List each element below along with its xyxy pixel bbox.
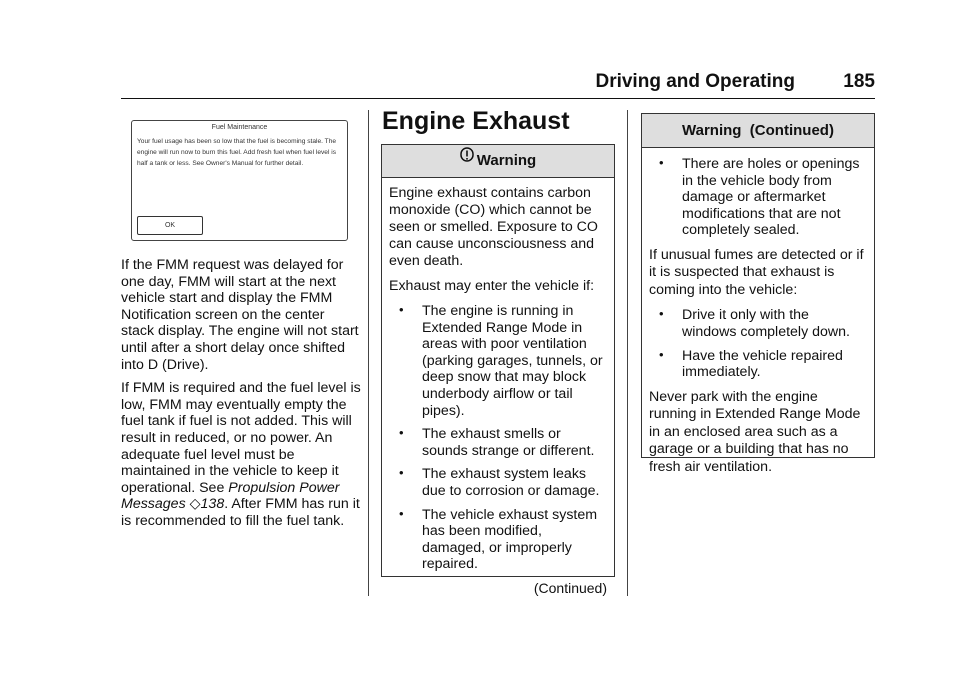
warning-body bbox=[382, 178, 614, 597]
list-item bbox=[649, 348, 867, 381]
warning-title: Warning bbox=[476, 152, 537, 169]
warning-continued-box bbox=[641, 113, 875, 475]
column-divider-left bbox=[368, 110, 369, 596]
page-number: 185 bbox=[843, 71, 875, 92]
list-item-text: The exhaust system leaks due to corrosion or damage. bbox=[422, 466, 600, 499]
warning-bullet-list bbox=[389, 303, 607, 573]
never-park-paragraph: Never park with the engine running in Extended Range Mode in an enclosed area such as a garage or a building that has no fresh air ventilation. bbox=[649, 388, 861, 475]
bullet-icon: • bbox=[659, 346, 664, 362]
column-divider-right bbox=[627, 110, 628, 596]
bullet-icon: • bbox=[659, 306, 664, 322]
warning-lead: Exhaust may enter the vehicle if: bbox=[389, 278, 595, 295]
fumes-paragraph: If unusual fumes are detected or if it is suspected that exhaust is coming into the vehicle: bbox=[649, 246, 864, 298]
list-item-text: The exhaust smells or sounds strange or different. bbox=[422, 426, 595, 459]
list-item bbox=[649, 307, 867, 340]
list-item bbox=[389, 507, 607, 573]
list-item bbox=[389, 466, 607, 499]
warning-continued-header: Warning (Continued) bbox=[642, 114, 874, 148]
bullet-icon: • bbox=[399, 465, 404, 481]
fmm-fuel-paragraph bbox=[121, 380, 361, 529]
list-item-text: Drive it only with the windows completely down. bbox=[682, 307, 850, 341]
screen-title: Fuel Maintenance bbox=[211, 124, 268, 131]
bullet-icon: • bbox=[399, 302, 404, 318]
warning-continued-bullets bbox=[649, 156, 867, 239]
list-item-text: The engine is running in Extended Range Mode in areas with poor ventilation (parking garages, tunnels, or deep snow that may block underbody airflow or tail pipes). bbox=[422, 303, 603, 419]
warning-intro: Engine exhaust contains carbon monoxide (CO) which cannot be seen or smelled. Exposure to CO can cause unconsciousness and even death. bbox=[389, 185, 598, 270]
screen-ok-button: OK bbox=[137, 216, 203, 235]
section-heading: Engine Exhaust bbox=[382, 107, 570, 135]
bullet-icon: • bbox=[399, 425, 404, 441]
warning-continued-body bbox=[642, 148, 874, 476]
list-item-text: There are holes or openings in the vehicle body from damage or aftermarket modifications that are not completely sealed. bbox=[682, 156, 860, 239]
screen-message: Your fuel usage has been so low that the fuel is becoming stale. The engine will run now to burn this fuel. Add fresh fuel when fuel level is half a tank or less. See Owner's Manual for further detail. bbox=[137, 138, 337, 167]
reference-arrow-icon: ◇ bbox=[189, 496, 201, 513]
warning-header bbox=[382, 145, 614, 178]
list-item bbox=[649, 156, 867, 239]
list-item-text: The vehicle exhaust system has been modified, damaged, or improperly repaired. bbox=[422, 506, 598, 573]
fmm-fuel-text: If FMM is required and the fuel level is low, FMM may eventually empty the fuel tank if fuel is not added. This will result in reduced, or no power. An adequate fuel level must be maintained in the vehicle to keep it operational. See bbox=[121, 380, 361, 496]
continued-label: (Continued) bbox=[533, 579, 607, 596]
fuel-maintenance-screen-illustration bbox=[131, 120, 348, 241]
fmm-fuel-text-end: . After FMM has run it is recommended to fill the fuel tank. bbox=[121, 496, 360, 529]
warning-icon bbox=[460, 143, 474, 175]
bullet-icon: • bbox=[399, 505, 404, 521]
chapter-title: Driving and Operating bbox=[595, 71, 795, 92]
list-item-text: Have the vehicle repaired immediately. bbox=[682, 347, 843, 381]
fumes-bullet-list bbox=[649, 307, 867, 380]
bullet-icon: • bbox=[659, 155, 664, 170]
warning-box bbox=[381, 144, 615, 596]
reference-page[interactable]: 138 bbox=[200, 496, 225, 513]
fmm-delay-paragraph: If the FMM request was delayed for one day, FMM will start at the next vehicle start and display the FMM Notification screen on the center stack display. The engine will not start until after a short delay once shifted into D (Drive). bbox=[121, 257, 359, 373]
list-item bbox=[389, 303, 607, 419]
page-header bbox=[121, 70, 875, 99]
propulsion-power-messages-link[interactable]: Propulsion Power Messages bbox=[121, 479, 340, 513]
list-item bbox=[389, 426, 607, 459]
column-one-text bbox=[121, 257, 361, 537]
